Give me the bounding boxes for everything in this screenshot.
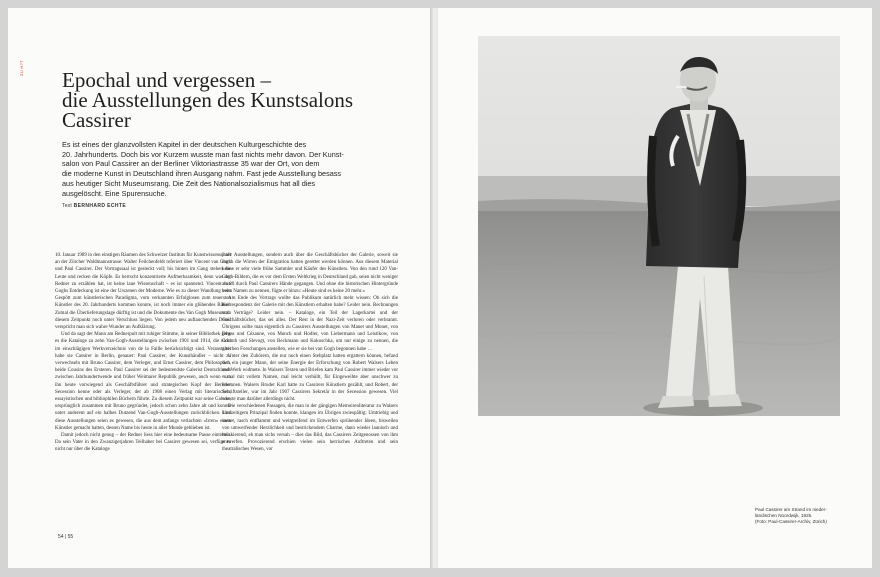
lead-line: salon von Paul Cassirer an der Berliner Viktoriastrasse 35 war der Ort, von dem [62,159,320,169]
body-paragraph: Damit jedoch nicht genug – der Redner liess hier eine bedeutsame Pause eintreten. Da sein Vater in den Zwanzigerjahren Teilhaber bei Cassirer gewesen sei, verfüge er nicht nur über die Kataloge [55,433,231,453]
lead-line: aus heutiger Sicht Museumsrang. Die Zeit des Nationalsozialismus hat all dies [62,178,316,188]
headline-line: die Ausstellungen des Kunstsalons [62,88,354,112]
body-paragraph: Die verschiedenen Passagen, die man in der gängigen Memoirenliteratur zu Walsers kurzzeitigem Prinzipal finden konnte, klangen im Übrigen zwiespältig: Umtriebig und unstet, rasch entflammt und weitgreifend im Entwerfen sprühender Ideen, bisweilen von umwerfender Herzlichkeit und bestrickendem Charme, dann wieder launisch und brüskierend, eh man sichs versah – dies das Bild, das Cassirers Zeitgenossen von ihm entwerfen. Provozierend erschien vielen sein herrisches Auftreten und sein theatralisches Wesen, vor [222,404,398,453]
body-paragraph: Und da sagt der Mann am Rednerpult mit ruhiger Stimme, in seiner Bibliothek gebe es die Kataloge zu zehn Van-Gogh-Ausstellungen zwischen 1901 und 1914, die nicht im einschlägigen Werkverzeichnis von de la Faille berücksichtigt sind. Veranstaltet habe sie Cassirer in Berlin, genauer: Paul Cassirer, der Kunsthändler – nicht zu verwechseln mit Bruno Cassirer, dem Verleger, und Ernst Cassirer, dem Philosophen, beide Cousins des Ersteren. Paul Cassirer sei der bedeutendste Galerist Deutschlands zwischen Jahrhundertwende und früher Weimarer Republik gewesen, auch wenn man ihn heute vorwiegend als Geschäftsführer und strategischen Kopf der Berliner Secession kenne oder als Verleger, der ab 1908 einen Verlag mit literarischen, essayistischen und bibliophilen Büchern führte. Zu diesem Zeitpunkt war seine Galerie, ursprünglich zusammen mit Bruno gegründet, jedoch schon zehn Jahre alt und konnte unter anderem auf ein halbes Dutzend Van-Gogh-Ausstellungen zurückblicken. Und diese Ausstellungen seien es gewesen, die aus dem anfangs verlachten «Irren» einen Künstler gemacht hatten, dessen Name bis heute in aller Munde geblieben ist. [55,332,231,431]
section-tag: ZU H?T [19,60,24,76]
caption-line: ländischen Noordwijk, 1925. [755,513,813,519]
article-headline [62,70,402,130]
lead-line: ausgelöscht. Eine Spurensuche. [62,188,167,198]
body-paragraph: jener Ausstellungen, sondern auch über die Geschäftsbücher der Galerie, soweit sie durch die Wirren der Emigration hatten gerettet werden können. Aus diesem Material kenne er sehr viele frühe Sammler und Käufer des Künstlers. Von den rund 120 Van-Gogh-Bildern, die es vor dem Ersten Weltkrieg in Deutschland gab, seien nicht weniger als 80 durch Paul Cassirers Hände gegangen. Und ohne die historischen Hintergründe beim Namen zu nennen, fügte er hinzu: «Heute sind es keine 20 mehr.» [222,253,398,295]
page-numbers: 54 | 55 [58,534,74,540]
caption-line: (Foto: Paul-Cassirer-Archiv, Zürich) [755,519,827,525]
photograph-man-on-beach-icon [478,36,840,416]
lead-line: 20. Jahrhunderts. Doch bis vor Kurzem wusste man fast nichts mehr davon. Der Kunst- [62,149,344,159]
headline-line: Cassirer [62,108,131,132]
byline [62,203,126,209]
caption-line: Paul Cassirer am Strand im nieder- [755,507,827,512]
headline-line: Epochal und vergessen – [62,68,271,92]
portrait-photograph [478,36,840,416]
body-paragraph: Am Ende des Vortrags wollte das Publikum natürlich mehr wissen: Ob sich die Korrespondenz der Galerie mit den Künstlern erhalten habe? Leider nein. Rechnungen und Verträge? Leider nein. – Kataloge, ein Teil der Lagerkartei und der Geschäftsbücher, das sei alles. Der Rest in der Nazi-Zeit verloren oder verbrannt. Übrigens sollte man eigentlich zu Cassirers Ausstellungen von Manet und Monet, von Degas und Cézanne, von Munch und Hodler, von Liebermann und Leistikow, von Corinth und Slevogt, von Beckmann und Kokoschka, um nur einige zu nennen, die gleichen Forschungen anstellen, wie er sie bei van Gogh begonnen habe … [222,296,398,352]
body-column-1 [55,252,231,454]
lead-line: Es ist eines der glanzvollsten Kapitel in der deutschen Kulturgeschichte des [62,140,307,149]
lead-line: die moderne Kunst in Deutschland ihren Ausgang nahm. Fast jede Ausstellung besass [62,169,342,179]
body-paragraph: 10. Januar 1989 in den einstigen Räumen des Schweizer Instituts für Kunstwissenschaft an der Zürcher Waldmannstrasse: Walter Feilchenfeldt referiert über Vincent van Gogh und Paul Cassirer. Der Vortragssaal ist gesteckt voll; bis hinten im Gang stehen die Leute und recken die Köpfe. Es herrscht konzentrierte Aufmerksamkeit, denn was der Redner zu erzählen hat, ist keine laue Wissenschaft – es ist spannend. Vincent van Goghs Entdeckung ist eine der Urszenen der Moderne. Wie es zu dieser Wandlung vom Gespött zum künstlerischen Paradigma, vom verkannten Erfolglosen zum teuersten Künstler des 20. Jahrhunderts kommen konnte, ist noch immer ein glühendes Rätsel. Zumal die Überlieferungslage dürftig ist und die Dokumente des Van Gogh Museum zu diesem Zeitpunkt noch unter Verschluss liegen. Von jedem neu auftauchenden Detail verspricht man sich wahre Wunder an Aufklärung. [55,253,231,331]
byline-prefix: Text [62,203,72,209]
photo-caption [755,507,845,526]
byline-author: BERNHARD ECHTE [73,203,127,209]
body-paragraph: Unter den Zuhörern, die nur noch einen Stehplatz hatten ergattern können, befand sich ein junger Mann, der seine Energie der Erforschung von Robert Walsers Leben und Werk widmete. In Walsers Texten und Briefen kam Paul Cassirer immer wieder vor – mal mit vollem Namen, mal leicht verhüllt, für Eingeweihte aber unschwer zu erkennen. Walsers Bruder Karl hatte zu Cassirers Künstlern gezählt, und Robert, der Schriftsteller, war im Jahr 1907 Cassirers Sekretär in der Secession gewesen. Viel wusste man darüber allerdings nicht. [222,353,398,403]
body-column-2 [222,252,398,454]
article-lead [62,140,397,198]
